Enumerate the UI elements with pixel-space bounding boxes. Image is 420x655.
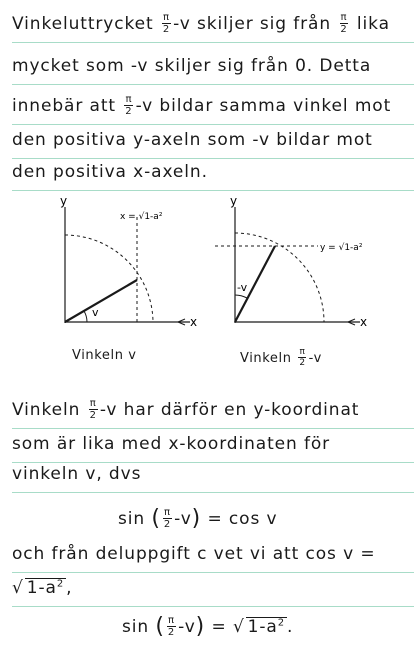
- fraction-numerator: π: [168, 614, 175, 626]
- explanation-line-2: som är lika med x-koordinaten för: [12, 430, 414, 463]
- fraction-numerator: π: [163, 11, 170, 23]
- formula-sin-equals-cos: [118, 504, 278, 533]
- paragraph-line-1: [12, 10, 414, 43]
- fraction-denominator: 2: [89, 409, 97, 421]
- sqrt-radicand: [25, 578, 66, 597]
- fraction-denominator: 2: [167, 626, 176, 638]
- explanation-line-1: [12, 396, 414, 429]
- angle-arc: [235, 295, 247, 298]
- sin-function: sin: [118, 509, 146, 529]
- unit-circle-figure-left: [40, 195, 200, 335]
- pi-over-2-fraction: [167, 615, 176, 638]
- fraction-numerator: π: [340, 11, 348, 23]
- radicand-text: 1-a: [247, 617, 278, 637]
- sqrt-radicand: [246, 617, 287, 636]
- y-axis-label: y: [230, 195, 238, 208]
- fraction-numerator: π: [299, 347, 306, 357]
- fraction-denominator: 2: [125, 105, 133, 117]
- exponent: 2: [277, 617, 286, 629]
- text-segment: -v har därför en y-koordinat: [99, 400, 360, 420]
- radicand-text: 1-a: [26, 578, 57, 598]
- paragraph-line-5: den positiva x-axeln.: [12, 158, 414, 191]
- x-axis-label: x: [190, 315, 198, 329]
- y-axis-label: y: [60, 195, 68, 208]
- fraction-numerator: π: [125, 93, 133, 105]
- text-segment: .: [287, 617, 294, 637]
- text-segment: ,: [66, 578, 73, 598]
- horizontal-line-label: y = √1-a²: [320, 243, 363, 253]
- explanation-line-3: vinkeln v, dvs: [12, 460, 414, 493]
- text-segment: = cos v: [207, 509, 278, 529]
- radius-segment: [65, 280, 137, 322]
- open-paren: (: [151, 506, 161, 531]
- conclusion-line-2: [12, 574, 414, 607]
- fraction-denominator: 2: [340, 23, 348, 35]
- text-segment: -v bildar samma vinkel mot: [135, 96, 392, 116]
- open-paren: (: [155, 614, 165, 639]
- pi-over-2-fraction: [298, 347, 306, 368]
- unit-circle-arc: [65, 235, 153, 322]
- text-segment: -v skiljer sig från: [173, 14, 332, 34]
- sin-function: sin: [122, 617, 150, 637]
- fraction-numerator: π: [164, 506, 171, 518]
- paragraph-line-3: [12, 92, 414, 125]
- caption-text: Vinkeln: [240, 351, 292, 366]
- text-segment: Vinkeluttrycket: [12, 14, 154, 34]
- text-segment: =: [211, 617, 227, 637]
- unit-circle-figure-right: [210, 195, 385, 335]
- angle-arc: [84, 311, 87, 322]
- text-segment: -v: [174, 509, 192, 529]
- pi-over-2-fraction: [89, 398, 98, 421]
- fraction-denominator: 2: [162, 23, 171, 35]
- text-segment: lika: [356, 14, 390, 34]
- caption-text: -v: [308, 351, 322, 366]
- paragraph-line-4: den positiva y-axeln som -v bildar mot: [12, 126, 414, 159]
- exponent: 2: [56, 578, 65, 590]
- x-axis-label: x: [360, 315, 368, 329]
- paragraph-line-2: mycket som -v skiljer sig från 0. Detta: [12, 52, 414, 85]
- fraction-numerator: π: [89, 397, 97, 409]
- sqrt-sign: √: [232, 617, 245, 637]
- text-segment: innebär att: [12, 96, 116, 116]
- caption-right: [240, 348, 322, 369]
- unit-circle-arc: [235, 233, 324, 322]
- caption-left: Vinkeln v: [72, 348, 137, 363]
- angle-label: v: [92, 306, 99, 319]
- sqrt-sign: √: [12, 578, 24, 598]
- fraction-denominator: 2: [163, 518, 172, 530]
- formula-sin-equals-sqrt: [122, 612, 293, 641]
- fraction-denominator: 2: [299, 358, 306, 368]
- text-segment: -v: [178, 617, 196, 637]
- close-paren: ): [191, 506, 202, 531]
- pi-over-2-fraction: [162, 12, 171, 35]
- pi-over-2-fraction: [124, 94, 133, 117]
- vertical-line-label: x = √1-a²: [120, 212, 163, 222]
- pi-over-2-fraction: [163, 507, 172, 530]
- angle-label: -v: [237, 281, 248, 294]
- text-segment: Vinkeln: [12, 400, 81, 420]
- conclusion-line-1: och från deluppgift c vet vi att cos v =: [12, 540, 414, 573]
- pi-over-2-fraction: [339, 12, 348, 35]
- close-paren: ): [195, 614, 206, 639]
